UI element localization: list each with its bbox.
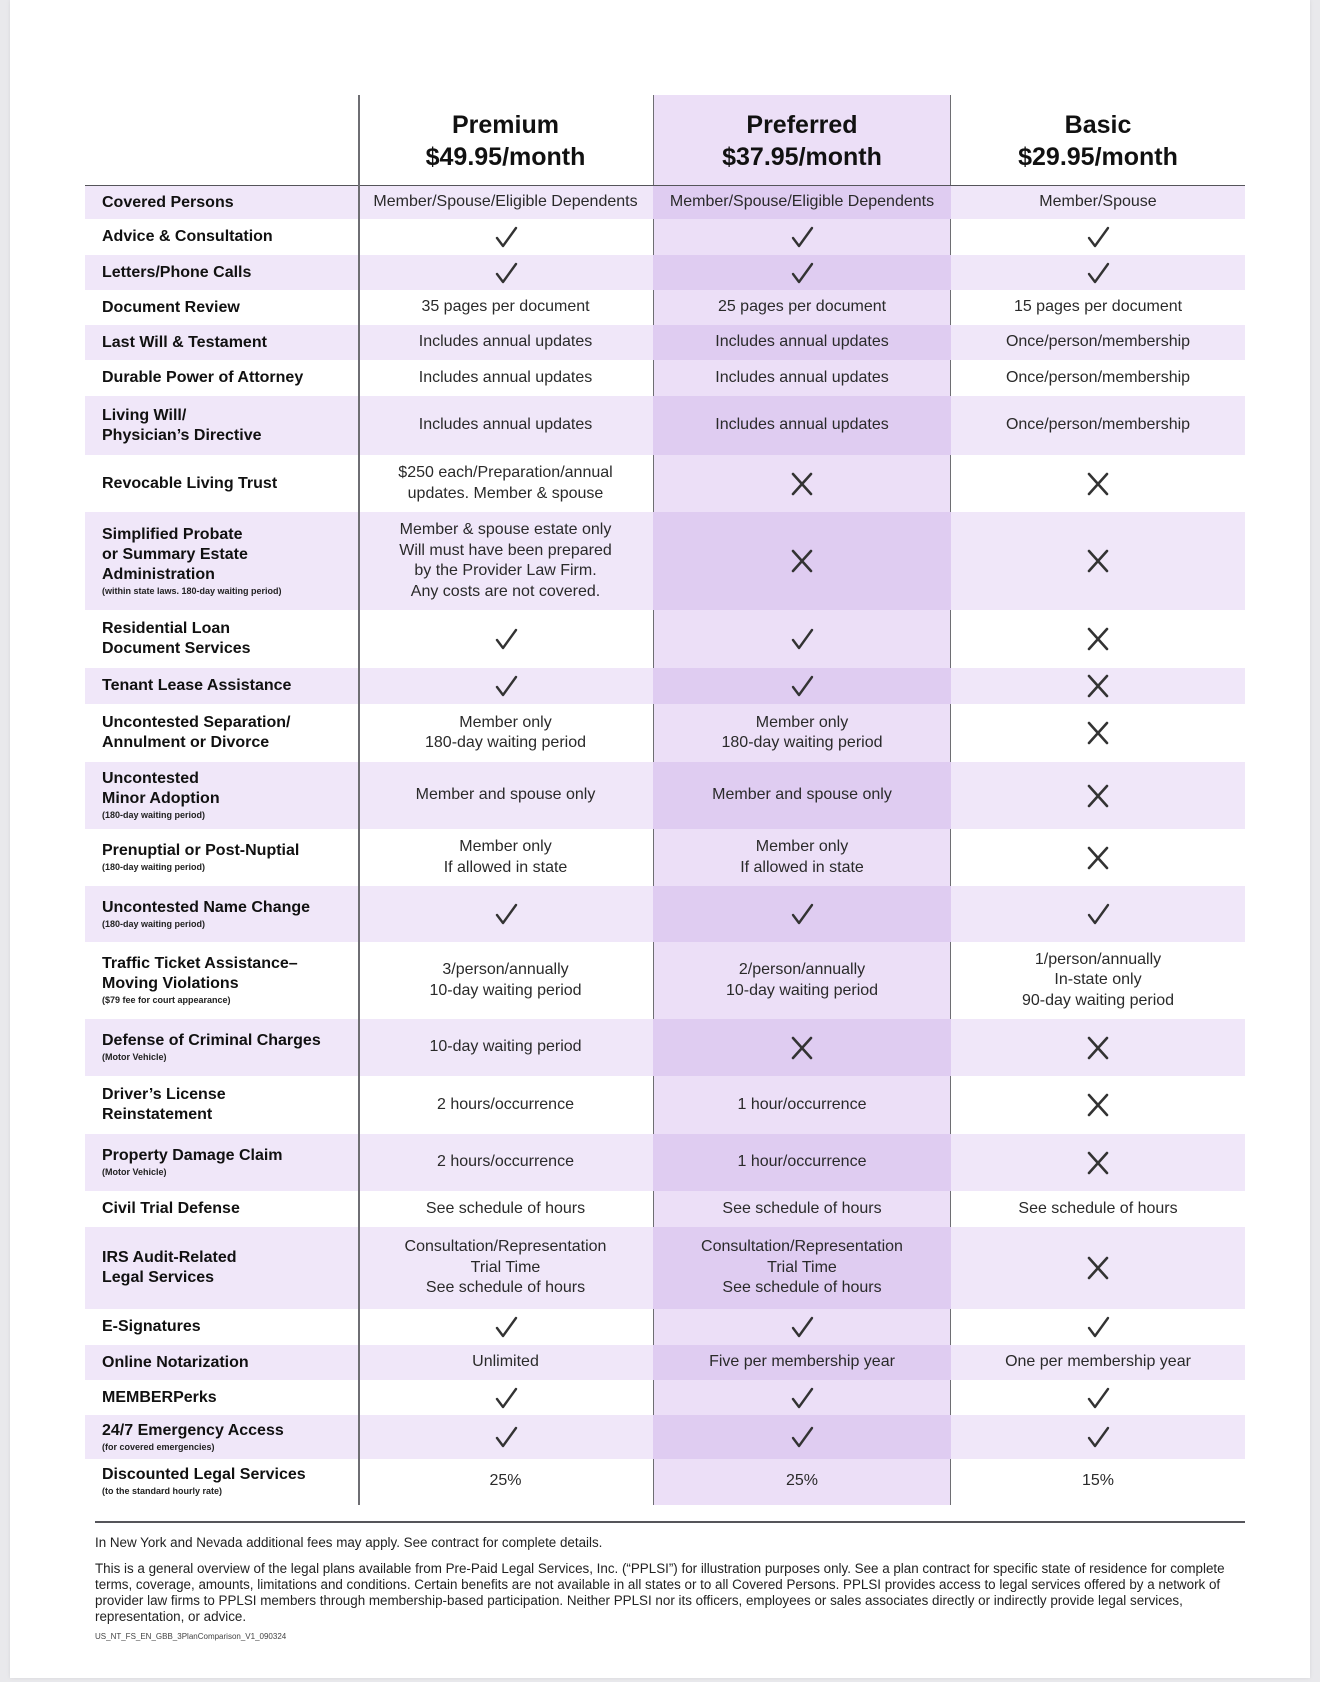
x-icon bbox=[1084, 1149, 1112, 1177]
feature-label bbox=[85, 227, 358, 247]
cell-premium: Consultation/Representation Trial Time See schedule of hours bbox=[404, 1238, 607, 1297]
check-icon bbox=[1084, 1384, 1112, 1412]
feature-label bbox=[85, 333, 358, 353]
feature-label bbox=[85, 1388, 358, 1408]
table-row bbox=[85, 396, 1245, 455]
check-icon bbox=[788, 1313, 816, 1341]
table-row bbox=[85, 219, 1245, 255]
feature-name: Residential Loan Document Services bbox=[102, 620, 251, 657]
cell-basic bbox=[951, 1134, 1245, 1191]
cell-basic bbox=[951, 668, 1245, 704]
feature-name: Online Notarization bbox=[102, 1353, 249, 1371]
cell-premium: Includes annual updates bbox=[418, 333, 593, 351]
cell-basic: Once/person/membership bbox=[1005, 333, 1191, 351]
feature-label bbox=[85, 474, 358, 494]
feature-note: ($79 fee for court appearance) bbox=[102, 995, 231, 1005]
table-row bbox=[85, 886, 1245, 942]
feature-note: (180-day waiting period) bbox=[102, 810, 206, 820]
cell-preferred: Five per membership year bbox=[653, 1345, 951, 1380]
check-icon bbox=[788, 1423, 816, 1451]
table-row bbox=[85, 1459, 1245, 1504]
table-header bbox=[85, 95, 1245, 186]
plan-price: $37.95/month bbox=[722, 143, 882, 171]
plan-name: Premium bbox=[452, 111, 559, 139]
cell-premium: Member and spouse only bbox=[415, 786, 596, 804]
cell-preferred: Includes annual updates bbox=[715, 368, 889, 386]
table-row bbox=[85, 325, 1245, 360]
feature-label bbox=[85, 769, 358, 822]
check-icon bbox=[492, 1384, 520, 1412]
cell-preferred: 2/person/annually 10-day waiting period bbox=[725, 961, 879, 999]
cell-premium bbox=[358, 610, 653, 668]
table-row bbox=[85, 255, 1245, 290]
cell-basic: Once/person/membership bbox=[1005, 416, 1191, 434]
column-divider bbox=[358, 95, 360, 1505]
table-row bbox=[85, 668, 1245, 704]
feature-name: Living Will/ Physician’s Directive bbox=[102, 406, 262, 444]
check-icon bbox=[788, 672, 816, 700]
feature-name: Covered Persons bbox=[102, 193, 234, 211]
plan-price: $49.95/month bbox=[425, 143, 586, 171]
cell-premium bbox=[358, 1309, 653, 1345]
cell-premium bbox=[358, 255, 653, 290]
state-fees-note: In New York and Nevada additional fees may apply. See contract for complete details. bbox=[95, 1535, 603, 1550]
feature-name: E-Signatures bbox=[102, 1318, 201, 1335]
cell-basic bbox=[951, 1227, 1245, 1309]
feature-label bbox=[85, 263, 358, 283]
table-row bbox=[85, 610, 1245, 668]
cell-premium: 25% bbox=[489, 1472, 522, 1490]
cell-preferred: Includes annual updates bbox=[653, 325, 951, 360]
x-icon bbox=[1084, 625, 1112, 653]
cell-premium: Includes annual updates bbox=[418, 416, 593, 434]
cell-basic bbox=[951, 1076, 1245, 1134]
cell-preferred bbox=[653, 1415, 951, 1459]
cell-preferred bbox=[653, 255, 951, 290]
plan-name: Basic bbox=[1064, 111, 1132, 139]
plan-name: Preferred bbox=[746, 111, 858, 139]
cell-preferred: Consultation/Representation Trial Time See schedule of hours bbox=[653, 1227, 951, 1309]
feature-label bbox=[85, 676, 358, 696]
cell-basic bbox=[951, 610, 1245, 668]
legal-disclaimer: This is a general overview of the legal plans available from Pre-Paid Legal Services, Inc. (“PPLSI”) for illustration purposes only. See a plan contract for specific state of residence for complete terms, coverage, amounts, limitations and conditions. Certain benefits are not available in all states or to all Covered Persons. PPLSI provides access to legal services offered by a network of provider law firms to PPLSI members through membership-based participation. Neither PPLSI nor its officers, employees or sales associates directly or indirectly provide legal services, representation, or advice. bbox=[95, 1561, 1225, 1624]
table-row bbox=[85, 1191, 1245, 1227]
feature-name: IRS Audit-Related Legal Services bbox=[102, 1249, 237, 1286]
feature-name: Driver’s License Reinstatement bbox=[102, 1086, 226, 1123]
table-row bbox=[85, 1019, 1245, 1076]
cell-premium: 10-day waiting period bbox=[429, 1038, 582, 1056]
cell-preferred bbox=[653, 886, 951, 942]
feature-label bbox=[85, 619, 358, 659]
feature-name: MEMBERPerks bbox=[102, 1388, 217, 1406]
cell-preferred bbox=[653, 668, 951, 704]
document-code: US_NT_FS_EN_GBB_3PlanComparison_V1_090324 bbox=[95, 1632, 287, 1641]
feature-label bbox=[85, 841, 358, 874]
feature-note: (within state laws. 180-day waiting period) bbox=[102, 585, 282, 596]
cell-basic bbox=[951, 512, 1245, 610]
cell-preferred bbox=[653, 219, 951, 255]
table-row bbox=[85, 455, 1245, 512]
feature-name: Revocable Living Trust bbox=[102, 474, 278, 492]
check-icon bbox=[492, 625, 520, 653]
feature-name: Uncontested Name Change bbox=[102, 898, 311, 916]
feature-name: Last Will & Testament bbox=[102, 333, 267, 351]
feature-name: Uncontested Separation/ Annulment or Divorce bbox=[102, 714, 291, 751]
cell-preferred: Member only 180-day waiting period bbox=[721, 713, 883, 751]
x-icon bbox=[788, 470, 816, 498]
cell-basic: See schedule of hours bbox=[1018, 1199, 1178, 1217]
feature-note: (for covered emergencies) bbox=[102, 1441, 215, 1452]
cell-premium: 2 hours/occurrence bbox=[437, 1153, 574, 1171]
check-icon bbox=[492, 672, 520, 700]
cell-basic bbox=[951, 886, 1245, 942]
feature-name: Property Damage Claim bbox=[102, 1147, 283, 1164]
cell-basic bbox=[951, 1019, 1245, 1076]
cell-premium: See schedule of hours bbox=[425, 1199, 586, 1217]
x-icon bbox=[1084, 1034, 1112, 1062]
cell-basic: 15 pages per document bbox=[1013, 298, 1183, 316]
cell-preferred: 1 hour/occurrence bbox=[737, 1095, 867, 1113]
check-icon bbox=[492, 259, 520, 287]
cell-preferred bbox=[653, 1380, 951, 1415]
table-row bbox=[85, 290, 1245, 325]
feature-label bbox=[85, 1465, 358, 1498]
feature-label bbox=[85, 898, 358, 931]
x-icon bbox=[1084, 1091, 1112, 1119]
table-row bbox=[85, 1415, 1245, 1459]
feature-note: (180-day waiting period) bbox=[102, 862, 206, 872]
cell-premium: 35 pages per document bbox=[421, 298, 590, 316]
feature-name: Document Review bbox=[102, 298, 240, 316]
cell-preferred: See schedule of hours bbox=[722, 1199, 882, 1217]
x-icon bbox=[1084, 1254, 1112, 1282]
cell-preferred: 25 pages per document bbox=[717, 298, 887, 316]
cell-premium: Includes annual updates bbox=[418, 368, 593, 386]
check-icon bbox=[788, 259, 816, 287]
x-icon bbox=[1084, 672, 1112, 700]
feature-label bbox=[85, 1248, 358, 1288]
feature-name: 24/7 Emergency Access bbox=[102, 1421, 284, 1439]
feature-label bbox=[85, 368, 358, 388]
cell-preferred: Member only If allowed in state bbox=[740, 838, 864, 876]
table-row bbox=[85, 512, 1245, 610]
feature-note: (to the standard hourly rate) bbox=[102, 1486, 223, 1496]
x-icon bbox=[788, 547, 816, 575]
table-row bbox=[85, 186, 1245, 219]
footer-divider bbox=[95, 1521, 1245, 1523]
cell-preferred bbox=[653, 455, 951, 512]
feature-note: (Motor Vehicle) bbox=[102, 1052, 167, 1062]
cell-premium bbox=[358, 886, 653, 942]
feature-label bbox=[85, 525, 358, 598]
cell-preferred: Includes annual updates bbox=[653, 396, 951, 455]
x-icon bbox=[1084, 844, 1112, 872]
feature-name: Defense of Criminal Charges bbox=[102, 1032, 321, 1049]
table-body bbox=[85, 186, 1245, 1504]
check-icon bbox=[788, 900, 816, 928]
feature-name: Discounted Legal Services bbox=[102, 1466, 306, 1483]
x-icon bbox=[788, 1034, 816, 1062]
feature-name: Letters/Phone Calls bbox=[102, 263, 252, 281]
cell-premium: Member & spouse estate only Will must have been prepared by the Provider Law Firm. Any costs are not covered. bbox=[399, 521, 612, 600]
feature-name: Traffic Ticket Assistance– Moving Violations bbox=[102, 955, 298, 992]
feature-label bbox=[85, 1317, 358, 1337]
cell-basic: 15% bbox=[1081, 1472, 1115, 1490]
cell-premium bbox=[358, 1415, 653, 1459]
feature-name: Civil Trial Defense bbox=[102, 1200, 240, 1217]
table-row bbox=[85, 1345, 1245, 1380]
plan-header-premium bbox=[358, 95, 653, 185]
cell-basic: One per membership year bbox=[1005, 1353, 1191, 1371]
cell-preferred: 1 hour/occurrence bbox=[653, 1134, 951, 1191]
plan-header-basic bbox=[951, 95, 1245, 185]
feature-name: Durable Power of Attorney bbox=[102, 369, 304, 386]
feature-label bbox=[85, 1031, 358, 1064]
check-icon bbox=[492, 1313, 520, 1341]
feature-name: Advice & Consultation bbox=[102, 228, 273, 245]
cell-preferred: 25% bbox=[785, 1472, 819, 1490]
cell-premium: 2 hours/occurrence bbox=[437, 1095, 574, 1113]
table-row bbox=[85, 1076, 1245, 1134]
feature-label bbox=[85, 298, 358, 318]
table-row bbox=[85, 1134, 1245, 1191]
check-icon bbox=[492, 223, 520, 251]
check-icon bbox=[788, 1384, 816, 1412]
table-row bbox=[85, 704, 1245, 762]
document-page bbox=[10, 0, 1310, 1678]
check-icon bbox=[788, 223, 816, 251]
feature-label bbox=[85, 954, 358, 1007]
cell-basic: Once/person/membership bbox=[1005, 368, 1191, 386]
feature-note: (180-day waiting period) bbox=[102, 918, 206, 929]
cell-preferred: Member and spouse only bbox=[653, 762, 951, 829]
feature-label bbox=[85, 713, 358, 753]
plan-header-preferred bbox=[653, 95, 951, 185]
check-icon bbox=[1084, 1423, 1112, 1451]
cell-basic bbox=[951, 704, 1245, 762]
cell-preferred bbox=[653, 1019, 951, 1076]
cell-basic bbox=[951, 762, 1245, 829]
table-row bbox=[85, 762, 1245, 829]
cell-premium: 3/person/annually 10-day waiting period bbox=[429, 961, 582, 999]
feature-label bbox=[85, 406, 358, 446]
cell-preferred: Member/Spouse/Eligible Dependents bbox=[653, 186, 951, 219]
table-row bbox=[85, 1309, 1245, 1345]
cell-premium: Unlimited bbox=[472, 1353, 539, 1371]
cell-preferred bbox=[653, 610, 951, 668]
plan-comparison-table bbox=[85, 95, 1245, 1504]
table-row bbox=[85, 1227, 1245, 1309]
cell-premium: Member/Spouse/Eligible Dependents bbox=[373, 193, 638, 211]
x-icon bbox=[1084, 719, 1112, 747]
check-icon bbox=[492, 1423, 520, 1451]
cell-basic: 1/person/annually In-state only 90-day waiting period bbox=[1021, 950, 1175, 1009]
table-row bbox=[85, 1380, 1245, 1415]
cell-premium bbox=[358, 1380, 653, 1415]
feature-name: Tenant Lease Assistance bbox=[102, 677, 292, 694]
plan-price: $29.95/month bbox=[1018, 143, 1178, 171]
cell-basic bbox=[951, 455, 1245, 512]
cell-basic bbox=[951, 1415, 1245, 1459]
cell-basic: Member/Spouse bbox=[1039, 193, 1157, 211]
feature-name: Uncontested Minor Adoption bbox=[102, 770, 220, 807]
feature-name: Prenuptial or Post-Nuptial bbox=[102, 842, 300, 859]
x-icon bbox=[1084, 547, 1112, 575]
feature-label bbox=[85, 1085, 358, 1125]
cell-premium bbox=[358, 668, 653, 704]
cell-premium: Member only If allowed in state bbox=[443, 838, 568, 876]
check-icon bbox=[1084, 259, 1112, 287]
table-row bbox=[85, 360, 1245, 396]
cell-basic bbox=[951, 1380, 1245, 1415]
check-icon bbox=[1084, 1313, 1112, 1341]
feature-label bbox=[85, 1421, 358, 1454]
feature-label bbox=[85, 193, 358, 213]
cell-basic bbox=[951, 829, 1245, 886]
cell-basic bbox=[951, 219, 1245, 255]
check-icon bbox=[492, 900, 520, 928]
feature-name: Simplified Probate or Summary Estate Administration bbox=[102, 525, 248, 583]
x-icon bbox=[1084, 782, 1112, 810]
check-icon bbox=[788, 625, 816, 653]
feature-label bbox=[85, 1146, 358, 1179]
feature-label bbox=[85, 1199, 358, 1219]
cell-preferred bbox=[653, 1309, 951, 1345]
cell-premium bbox=[358, 219, 653, 255]
cell-premium: Member only 180-day waiting period bbox=[425, 713, 586, 751]
feature-note: (Motor Vehicle) bbox=[102, 1167, 167, 1177]
check-icon bbox=[1084, 900, 1112, 928]
feature-label bbox=[85, 1353, 358, 1373]
x-icon bbox=[1084, 470, 1112, 498]
check-icon bbox=[1084, 223, 1112, 251]
cell-preferred bbox=[653, 512, 951, 610]
table-row bbox=[85, 942, 1245, 1019]
cell-basic bbox=[951, 1309, 1245, 1345]
table-row bbox=[85, 829, 1245, 886]
cell-basic bbox=[951, 255, 1245, 290]
cell-premium: $250 each/Preparation/annual updates. Member & spouse bbox=[398, 464, 613, 502]
